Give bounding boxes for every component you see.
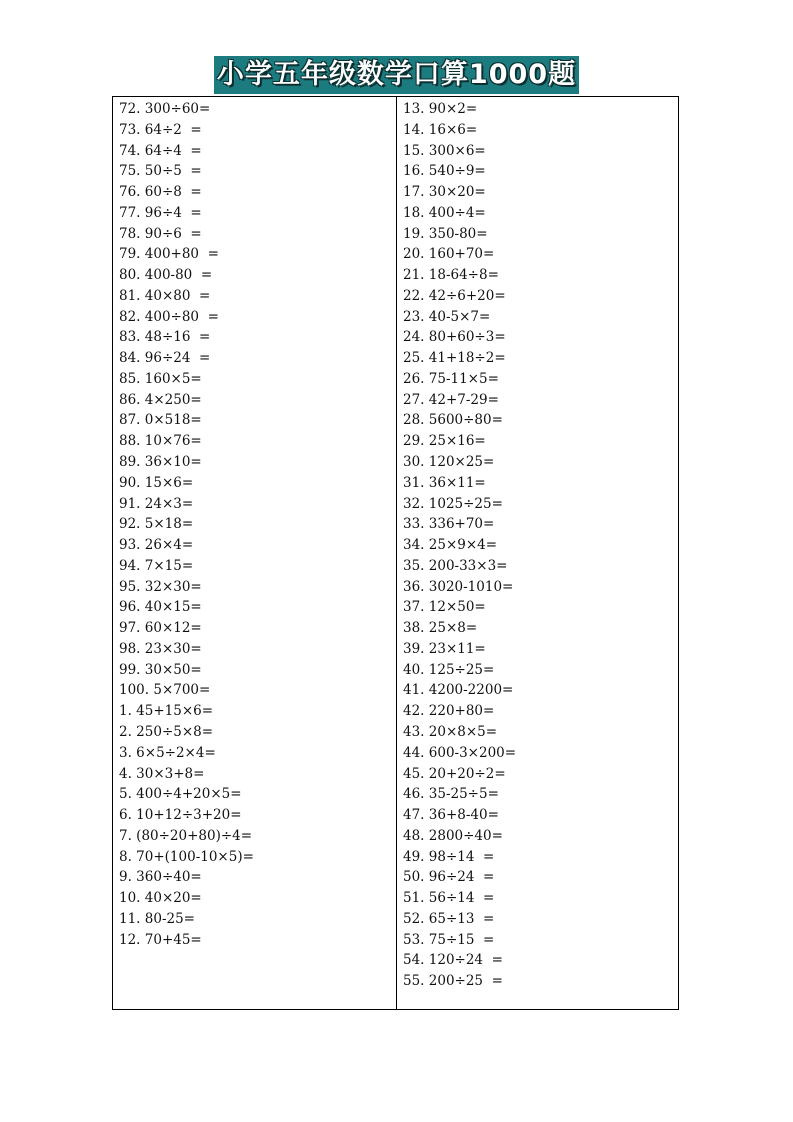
problem-item: 20. 160+70= bbox=[403, 246, 495, 263]
problem-item: 55. 200÷25 = bbox=[403, 973, 503, 990]
problem-item: 53. 75÷15 = bbox=[403, 931, 495, 948]
problem-item: 72. 300÷60= bbox=[119, 101, 211, 117]
problem-item: 13. 90×2= bbox=[403, 101, 478, 117]
problem-item: 35. 200-33×3= bbox=[403, 557, 508, 574]
problem-item: 74. 64÷4 = bbox=[119, 142, 202, 159]
problem-item: 39. 23×11= bbox=[403, 640, 486, 657]
problem-item: 7. (80÷20+80)÷4= bbox=[119, 827, 253, 844]
problem-item: 3. 6×5÷2×4= bbox=[119, 744, 216, 761]
problem-item: 28. 5600÷80= bbox=[403, 412, 503, 429]
problem-item: 49. 98÷14 = bbox=[403, 848, 495, 865]
problem-item: 23. 40-5×7= bbox=[403, 308, 491, 325]
problem-item: 17. 30×20= bbox=[403, 184, 486, 201]
problem-item: 73. 64÷2 = bbox=[119, 121, 202, 138]
problem-item: 29. 25×16= bbox=[403, 433, 486, 450]
problem-item: 86. 4×250= bbox=[119, 391, 202, 408]
problem-item: 6. 10+12÷3+20= bbox=[119, 807, 242, 824]
problem-item: 94. 7×15= bbox=[119, 557, 194, 574]
problem-item: 25. 41+18÷2= bbox=[403, 350, 506, 367]
problem-item: 75. 50÷5 = bbox=[119, 163, 202, 180]
problem-item: 76. 60÷8 = bbox=[119, 184, 202, 201]
problem-item: 54. 120÷24 = bbox=[403, 952, 503, 969]
problem-item: 5. 400÷4+20×5= bbox=[119, 786, 242, 803]
problem-item: 80. 400-80 = bbox=[119, 267, 213, 284]
problem-item: 27. 42+7-29= bbox=[403, 391, 499, 408]
problem-item: 36. 3020-1010= bbox=[403, 578, 514, 595]
problem-item: 2. 250÷5×8= bbox=[119, 723, 214, 740]
title-container bbox=[0, 56, 793, 94]
problem-item: 99. 30×50= bbox=[119, 661, 202, 678]
problem-item: 91. 24×3= bbox=[119, 495, 194, 512]
problem-item: 21. 18-64÷8= bbox=[403, 267, 499, 284]
problem-table bbox=[112, 96, 679, 1010]
problem-item: 45. 20+20÷2= bbox=[403, 765, 506, 782]
problem-item: 37. 12×50= bbox=[403, 599, 486, 616]
problem-item: 85. 160×5= bbox=[119, 370, 202, 387]
problem-item: 43. 20×8×5= bbox=[403, 723, 498, 740]
problem-item: 83. 48÷16 = bbox=[119, 329, 211, 346]
problem-item: 1. 45+15×6= bbox=[119, 703, 214, 720]
problem-item: 12. 70+45= bbox=[119, 931, 202, 948]
problem-item: 51. 56÷14 = bbox=[403, 890, 495, 907]
problem-item: 81. 40×80 = bbox=[119, 287, 211, 304]
problem-item: 8. 70+(100-10×5)= bbox=[119, 848, 254, 865]
problem-item: 46. 35-25÷5= bbox=[403, 786, 499, 803]
problem-item: 95. 32×30= bbox=[119, 578, 202, 595]
problem-item: 50. 96÷24 = bbox=[403, 869, 495, 886]
problem-item: 92. 5×18= bbox=[119, 516, 194, 533]
problem-item: 87. 0×518= bbox=[119, 412, 202, 429]
problem-item: 100. 5×700= bbox=[119, 682, 211, 699]
problem-item: 97. 60×12= bbox=[119, 620, 202, 637]
problem-item: 4. 30×3+8= bbox=[119, 765, 205, 782]
problem-item: 48. 2800÷40= bbox=[403, 827, 503, 844]
problem-item: 30. 120×25= bbox=[403, 454, 495, 471]
problem-item: 19. 350-80= bbox=[403, 225, 488, 242]
problem-item: 32. 1025÷25= bbox=[403, 495, 503, 512]
problem-item: 24. 80+60÷3= bbox=[403, 329, 506, 346]
problem-item: 42. 220+80= bbox=[403, 703, 495, 720]
problem-item: 38. 25×8= bbox=[403, 620, 478, 637]
problem-item: 78. 90÷6 = bbox=[119, 225, 202, 242]
problem-item: 22. 42÷6+20= bbox=[403, 287, 506, 304]
problem-item: 18. 400÷4= bbox=[403, 204, 486, 221]
problem-item: 44. 600-3×200= bbox=[403, 744, 517, 761]
problem-item: 89. 36×10= bbox=[119, 454, 202, 471]
problem-item: 93. 26×4= bbox=[119, 537, 194, 554]
page-title: 小学五年级数学口算1000题 bbox=[214, 56, 579, 94]
problem-item: 90. 15×6= bbox=[119, 474, 194, 491]
problem-item: 52. 65÷13 = bbox=[403, 910, 495, 927]
problem-item: 40. 125÷25= bbox=[403, 661, 495, 678]
problem-item: 31. 36×11= bbox=[403, 474, 486, 491]
problem-item: 88. 10×76= bbox=[119, 433, 202, 450]
problem-item: 15. 300×6= bbox=[403, 142, 486, 159]
problem-item: 41. 4200-2200= bbox=[403, 682, 514, 699]
problem-item: 77. 96÷4 = bbox=[119, 204, 202, 221]
problem-item: 10. 40×20= bbox=[119, 890, 202, 907]
problem-item: 84. 96÷24 = bbox=[119, 350, 211, 367]
problem-item: 33. 336+70= bbox=[403, 516, 495, 533]
problem-item: 14. 16×6= bbox=[403, 121, 478, 138]
problem-item: 98. 23×30= bbox=[119, 640, 202, 657]
problem-item: 34. 25×9×4= bbox=[403, 537, 498, 554]
problem-item: 11. 80-25= bbox=[119, 910, 195, 927]
problem-item: 26. 75-11×5= bbox=[403, 370, 499, 387]
problem-item: 9. 360÷40= bbox=[119, 869, 202, 886]
problem-item: 96. 40×15= bbox=[119, 599, 202, 616]
right-column bbox=[397, 97, 678, 1009]
left-column bbox=[113, 97, 397, 1009]
problem-item: 79. 400+80 = bbox=[119, 246, 219, 263]
problem-item: 16. 540÷9= bbox=[403, 163, 486, 180]
problem-item: 47. 36+8-40= bbox=[403, 807, 499, 824]
problem-item: 82. 400÷80 = bbox=[119, 308, 219, 325]
